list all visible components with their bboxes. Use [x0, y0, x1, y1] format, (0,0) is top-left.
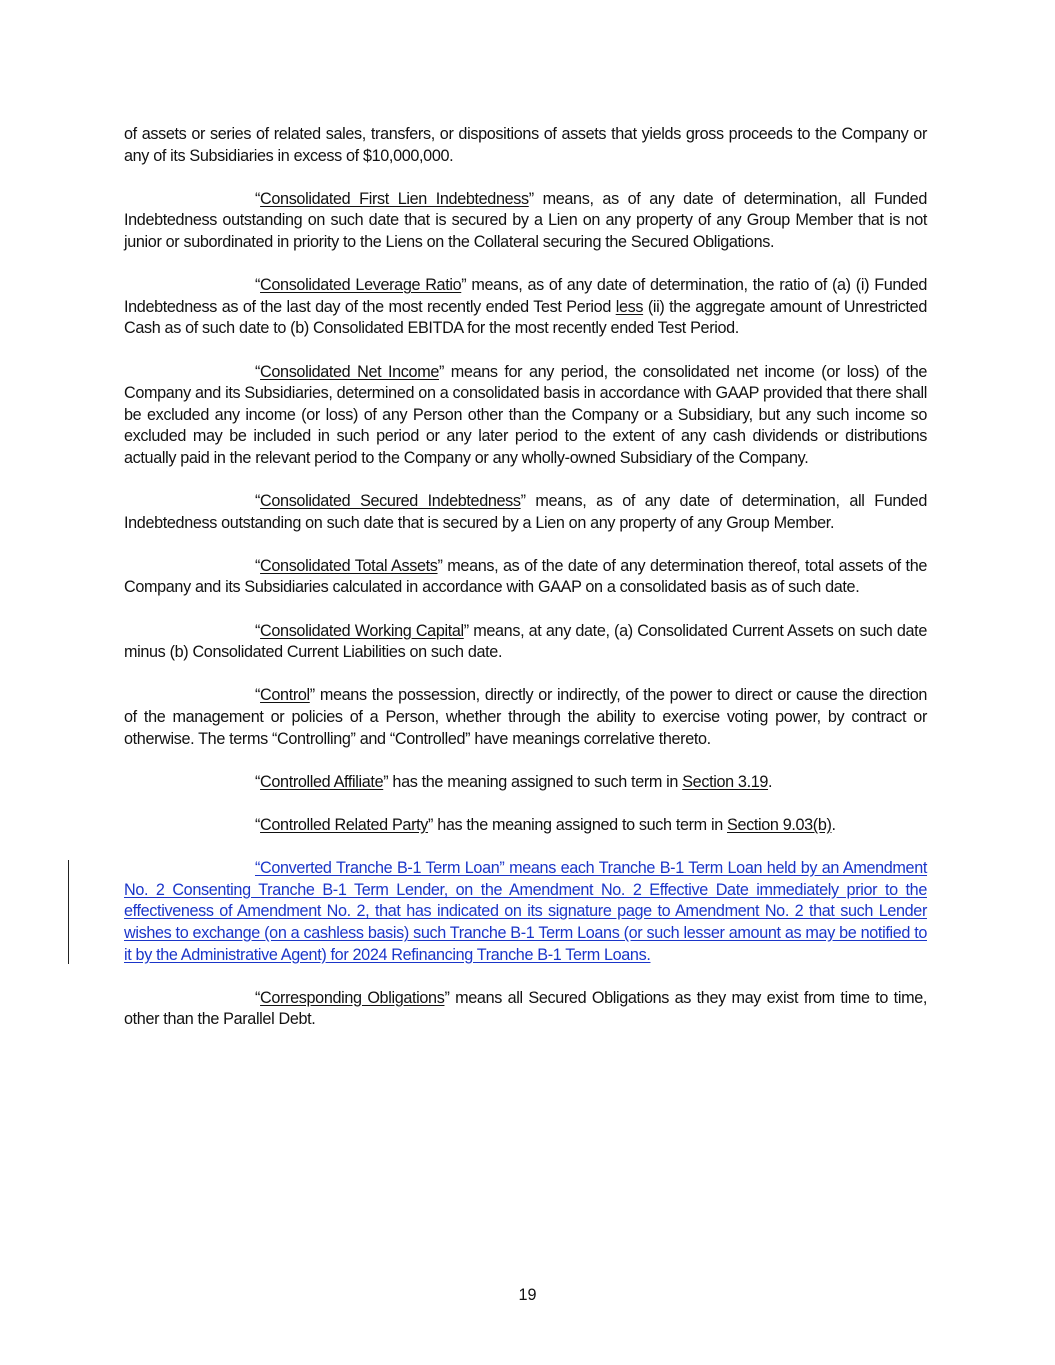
defined-term: Consolidated Net Income — [260, 362, 439, 381]
close-quote: ” — [444, 988, 450, 1007]
defined-term: Corresponding Obligations — [260, 988, 445, 1007]
defined-term: Controlled Affiliate — [260, 772, 384, 791]
definition-controlled-related-party — [124, 815, 927, 837]
definition-consolidated-first-lien-indebtedness — [124, 189, 927, 254]
definition-text: has the meaning assigned to such term in — [388, 772, 683, 791]
definition-text: means, as of any date of determination, all Funded Indebtedness outstanding on such date that is secured by a Lien on any property of any Group Member. — [124, 492, 927, 532]
defined-term: Consolidated Leverage Ratio — [260, 276, 462, 295]
defined-term: Consolidated First Lien Indebtedness — [260, 189, 529, 208]
document-body — [124, 124, 927, 1053]
inserted-definition-text: “Converted Tranche B-1 Term Loan” means each Tranche B-1 Term Loan held by an Amendment No. 2 Consenting Tranche B-1 Term Lender, on the Amendment No. 2 Effective Date immediately prior to the effectiveness of Amendment No. 2, that has indicated on its signature page to Amendment No. 2 that such Lender wishes to exchange (on a cashless basis) such Tranche B-1 Term Loans (or such lesser amount as may be notified to it by the Administrative Agent) for 2024 Refinancing Tranche B-1 Term Loans. — [124, 859, 927, 964]
open-quote: “ — [255, 492, 261, 511]
close-quote: ” — [309, 686, 315, 705]
definition-text: means, at any date, (a) Consolidated Current Assets on such date minus (b) Consolidated Current Liabilities on such date. — [124, 621, 927, 662]
open-quote: “ — [255, 816, 261, 834]
definition-text: means for any period, the consolidated net income (or loss) of the Company and its Subsidiaries, determined on a consolidated basis in accordance with GAAP provided that there shall be excluded any income (or loss) of any Person other than the Company or a Subsidiary, but any such income so excluded may be included in such period or any later period to the extent of any cash dividends or distributions actually paid in the relevant period to the Company or any wholly-owned Subsidiary of the Company. — [124, 362, 927, 467]
page-number: 19 — [518, 1286, 537, 1304]
definition-text: means the possession, directly or indirectly, of the power to direct or cause the direction of the management or policies of a Person, whether through the ability to exercise voting power, by contract or otherwise. The terms “Controlling” and “Controlled” have meanings correlative thereto. — [124, 686, 927, 748]
definition-text: (ii) the aggregate amount of Unrestricted Cash as of such date to (b) Consolidated EBITDA for the most recently ended Test Period. — [124, 297, 927, 338]
open-quote: “ — [255, 988, 261, 1007]
open-quote: “ — [255, 772, 261, 791]
open-quote: “ — [255, 556, 261, 575]
definition-text: means, as of any date of determination, the ratio of (a) (i) Funded Indebtedness as of the last day of the most recently ended Test Period — [124, 276, 928, 316]
change-bar — [68, 860, 69, 964]
definition-text: means, as of any date of determination, all Funded Indebtedness outstanding on such date that is secured by a Lien on any property of any Group Member that is not junior or subordinated in priority to the Liens on the Collateral securing the Secured Obligations. — [124, 189, 927, 251]
close-quote: ” — [463, 621, 469, 640]
section-reference-link[interactable]: Section 3.19 — [682, 772, 769, 791]
open-quote: “ — [255, 621, 261, 640]
close-quote: ” — [383, 772, 389, 791]
definition-controlled-affiliate — [124, 772, 927, 794]
defined-term: Controlled Related Party — [260, 816, 429, 834]
sentence-end: . — [768, 772, 773, 791]
close-quote: ” — [461, 276, 467, 295]
definition-consolidated-net-income — [124, 362, 927, 470]
definition-text: means all Secured Obligations as they may exist from time to time, other than the Parallel Debt. — [124, 988, 927, 1029]
sentence-end: . — [831, 816, 836, 834]
paragraph-text: of assets or series of related sales, transfers, or dispositions of assets that yields gross proceeds to the Company or any of its Subsidiaries in excess of $10,000,000. — [124, 125, 927, 165]
definition-consolidated-working-capital — [124, 621, 927, 664]
section-reference-link[interactable]: Section 9.03(b) — [727, 816, 832, 834]
emphasized-word: less — [615, 297, 644, 316]
inserted-definition-converted-tranche-b1-term-loan — [124, 858, 927, 966]
definition-consolidated-total-assets — [124, 556, 927, 599]
close-quote: ” — [528, 189, 534, 208]
close-quote: ” — [438, 362, 445, 381]
definition-text: has the meaning assigned to such term in — [433, 816, 728, 834]
defined-term: Consolidated Working Capital — [260, 621, 464, 640]
defined-term: Consolidated Total Assets — [260, 556, 438, 575]
defined-term: Consolidated Secured Indebtedness — [260, 492, 521, 511]
close-quote: ” — [520, 492, 526, 511]
open-quote: “ — [255, 189, 261, 208]
paragraph-asset-sale-continuation — [124, 124, 927, 167]
close-quote: ” — [428, 816, 434, 834]
definition-consolidated-leverage-ratio — [124, 275, 927, 340]
definition-consolidated-secured-indebtedness — [124, 491, 927, 534]
open-quote: “ — [255, 686, 261, 705]
definition-corresponding-obligations — [124, 988, 927, 1031]
defined-term: Control — [260, 686, 310, 705]
open-quote: “ — [255, 362, 261, 381]
definition-text: means, as of the date of any determination thereof, total assets of the Company and its Subsidiaries calculated in accordance with GAAP on a consolidated basis as of such date. — [124, 556, 927, 597]
close-quote: ” — [437, 556, 443, 575]
definition-control — [124, 685, 927, 750]
open-quote: “ — [255, 276, 261, 295]
